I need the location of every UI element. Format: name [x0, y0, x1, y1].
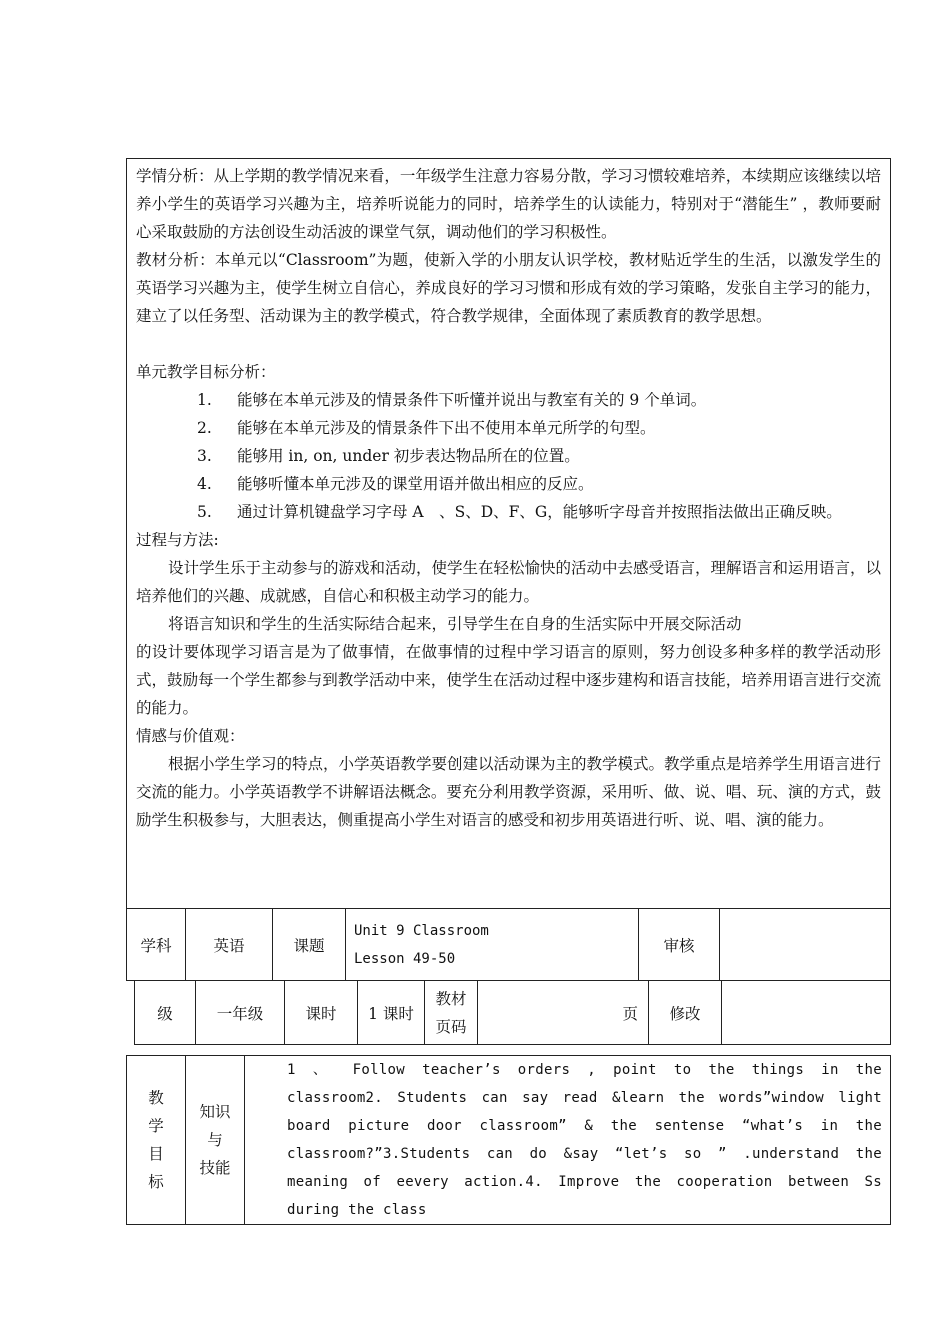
page-value: 页: [478, 981, 649, 1045]
hours-label: 课时: [285, 981, 358, 1045]
subject-value: 英语: [186, 909, 273, 981]
goal-item: [197, 442, 580, 470]
teaching-goals-table: [126, 1055, 891, 1225]
revise-value: [722, 981, 891, 1045]
goal-label-char: 目: [148, 1145, 164, 1163]
goal-label-char: 学: [148, 1117, 164, 1135]
skill-label-line: 与: [207, 1131, 223, 1149]
process-paragraph-1: 设计学生乐于主动参与的游戏和活动，使学生在轻松愉快的活动中去感受语言，理解语言和运用语言，以培养他们的兴趣、成就感，自信心和积极主动学习的能力。: [136, 559, 882, 605]
goal-number: 4.: [197, 475, 212, 493]
goal-label-char: 标: [148, 1173, 164, 1191]
class-info-table: [134, 980, 891, 1045]
skill-label-line: 知识: [199, 1103, 231, 1121]
page-label-line2: 页码: [435, 1017, 467, 1036]
topic-unit: Unit 9 Classroom: [354, 922, 489, 939]
goal-number: 1.: [197, 391, 212, 409]
hours-value: 1 课时: [358, 981, 425, 1045]
process-paragraph-2: 的设计要体现学习语言是为了做事情，在做事情的过程中学习语言的原则，努力创设多种多样的教学活动形式，鼓励每一个学生都参与到教学活动中来，使学生在活动过程中逐步建构和语言技能，培养用语言进行交流的能力。: [136, 643, 881, 717]
goal-item: [197, 414, 656, 442]
review-value: [720, 909, 891, 981]
goal-text: 能够用 in, on, under 初步表达物品所在的位置。: [237, 447, 580, 465]
goal-text: 通过计算机键盘学习字母 A 、S、D、F、G，能够听字母音并按照指法做出正确反映。: [237, 503, 842, 521]
grade-label: 级: [135, 981, 196, 1045]
page-label-line1: 教材: [435, 989, 467, 1008]
revise-label: 修改: [649, 981, 722, 1045]
topic-value: [346, 909, 639, 981]
goals-heading: 单元教学目标分析：: [136, 363, 276, 381]
skill-label-line: 技能: [199, 1159, 231, 1177]
goal-label-char: 教: [148, 1089, 164, 1107]
topic-lesson: Lesson 49-50: [354, 950, 456, 967]
goal-item: [197, 470, 594, 498]
goal-text: 能够在本单元涉及的情景条件下听懂并说出与教室有关的 9 个单词。: [237, 391, 707, 409]
goal-label: [127, 1056, 186, 1225]
emotion-paragraph: 根据小学生学习的特点，小学英语教学要创建以活动课为主的教学模式。教学重点是培养学生用语言进行交流的能力。小学英语教学不讲解语法概念。要充分利用教学资源，采用听、做、说、唱、玩、演的方式，鼓励学生积极参与，大胆表达，侧重提高小学生对语言的感受和初步用英语进行听、说、唱、演的能力。: [136, 755, 882, 829]
material-analysis-paragraph: 教材分析：本单元以“Classroom”为题，使新入学的小朋友认识学校，教材贴近学生的生活，以激发学生的英语学习兴趣为主，使学生树立自信心，养成良好的学习习惯和形成有效的学习策略，发张自主学习的能力，建立了以任务型、活动课为主的教学模式，符合教学规律，全面体现了素质教育的教学思想。: [136, 251, 881, 325]
goal-number: 3.: [197, 447, 212, 465]
skill-goals-text: 1 、 Follow teacher’s orders , point to the things in the classroom2. Students can say read &learn the words”window light board picture door classroom” & the sentense “what’s in the classroom?”3.Students can do &say “let’s so ” .understand the meaning of eevery action.4. Improve the cooperation between Ss during the class: [245, 1056, 891, 1225]
goal-number: 5.: [197, 503, 212, 521]
course-info-table: [126, 908, 891, 981]
review-label: 审核: [639, 909, 720, 981]
subject-label: 学科: [127, 909, 186, 981]
goal-number: 2.: [197, 419, 212, 437]
goal-text: 能够在本单元涉及的情景条件下出不使用本单元所学的句型。: [237, 419, 656, 437]
page-label: [425, 981, 478, 1045]
emotion-heading: 情感与价值观：: [136, 727, 245, 745]
process-heading: 过程与方法:: [136, 531, 219, 549]
topic-label: 课题: [273, 909, 346, 981]
student-analysis-paragraph: 学情分析：从上学期的教学情况来看，一年级学生注意力容易分散，学习习惯较难培养，本续期应该继续以培养小学生的英语学习兴趣为主，培养听说能力的同时，培养学生的认读能力，特别对于“潜能生” ，教师要耐心采取鼓励的方法创设生动活波的课堂气氛，调动他们的学习积极性。: [136, 167, 881, 241]
goal-item: [197, 386, 706, 414]
grade-value: 一年级: [196, 981, 285, 1045]
goal-text: 能够听懂本单元涉及的课堂用语并做出相应的反应。: [237, 475, 594, 493]
process-paragraph-2-first-line: 将语言知识和学生的生活实际结合起来，引导学生在自身的生活实际中开展交际活动: [168, 615, 742, 633]
goal-item: [197, 498, 842, 526]
skill-label: [186, 1056, 245, 1225]
